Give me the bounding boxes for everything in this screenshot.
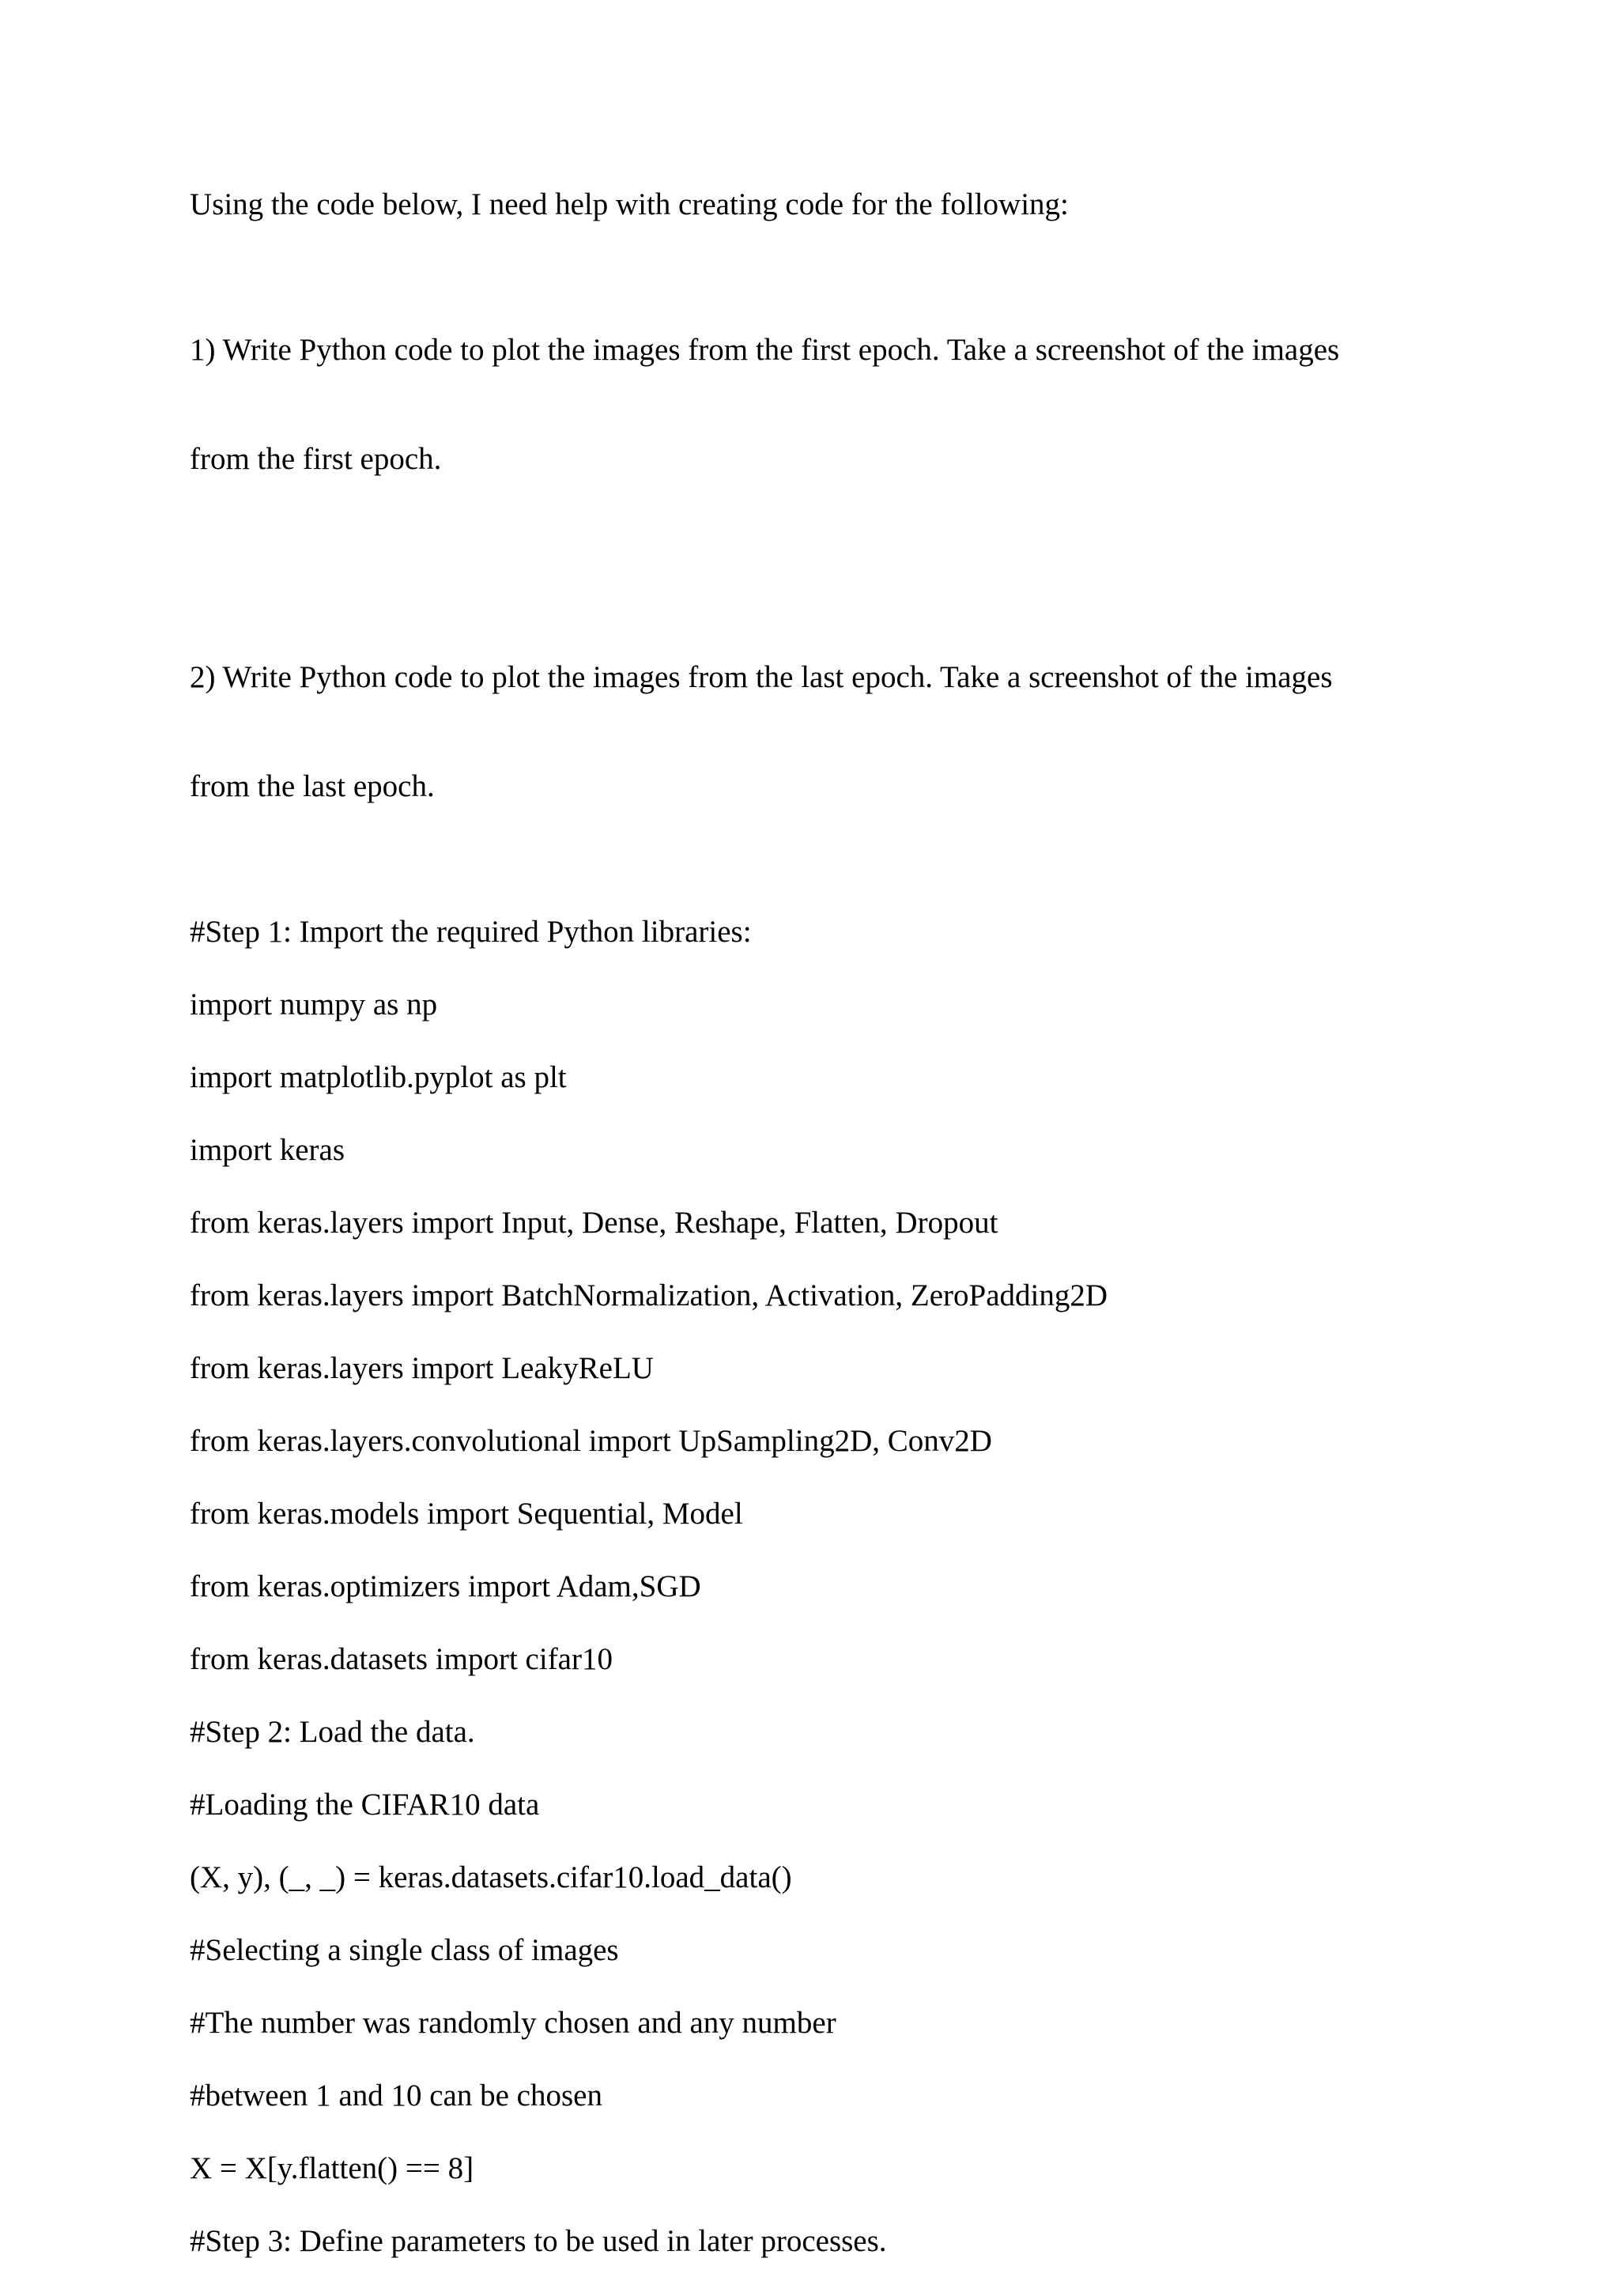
code-line: from keras.layers import BatchNormalization, Activation, ZeroPadding2D [190,1278,1108,1312]
task-2 [190,587,1423,878]
code-line: from keras.layers import LeakyReLU [190,1351,654,1385]
code-line: import matplotlib.pyplot as plt [190,1060,567,1094]
code-line: from keras.datasets import cifar10 [190,1642,613,1676]
code-line: X = X[y.flatten() == 8] [190,2151,474,2185]
task-1-line-1: 1) Write Python code to plot the images from the first epoch. Take a screenshot of the images [190,333,1340,367]
code-comment: #Selecting a single class of images [190,1933,619,1967]
code-line: (X, y), (_, _) = keras.datasets.cifar10.load_data() [190,1860,792,1894]
step-3-heading: #Step 3: Define parameters to be used in later processes. [190,2224,887,2258]
task-2-line-1: 2) Write Python code to plot the images from the last epoch. Take a screenshot of the images [190,660,1333,694]
step-2-heading: #Step 2: Load the data. [190,1715,475,1749]
code-comment: #between 1 and 10 can be chosen [190,2079,602,2113]
code-line: from keras.models import Sequential, Model [190,1497,743,1531]
code-line: from keras.optimizers import Adam,SGD [190,1569,701,1603]
code-line: from keras.layers.convolutional import UpSampling2D, Conv2D [190,1424,992,1458]
task-1-line-2: from the first epoch. [190,442,442,476]
document-body [190,187,1423,2296]
step-1-heading: #Step 1: Import the required Python libraries: [190,915,752,949]
code-line: import numpy as np [190,988,438,1021]
code-line: from keras.layers import Input, Dense, Reshape, Flatten, Dropout [190,1206,998,1240]
code-comment: #Loading the CIFAR10 data [190,1788,540,1822]
code-line: import keras [190,1133,345,1167]
task-2-line-2: from the last epoch. [190,769,435,803]
task-1 [190,259,1423,550]
intro-text: Using the code below, I need help with creating code for the following: [190,187,1069,221]
code-comment: #The number was randomly chosen and any number [190,2006,836,2040]
